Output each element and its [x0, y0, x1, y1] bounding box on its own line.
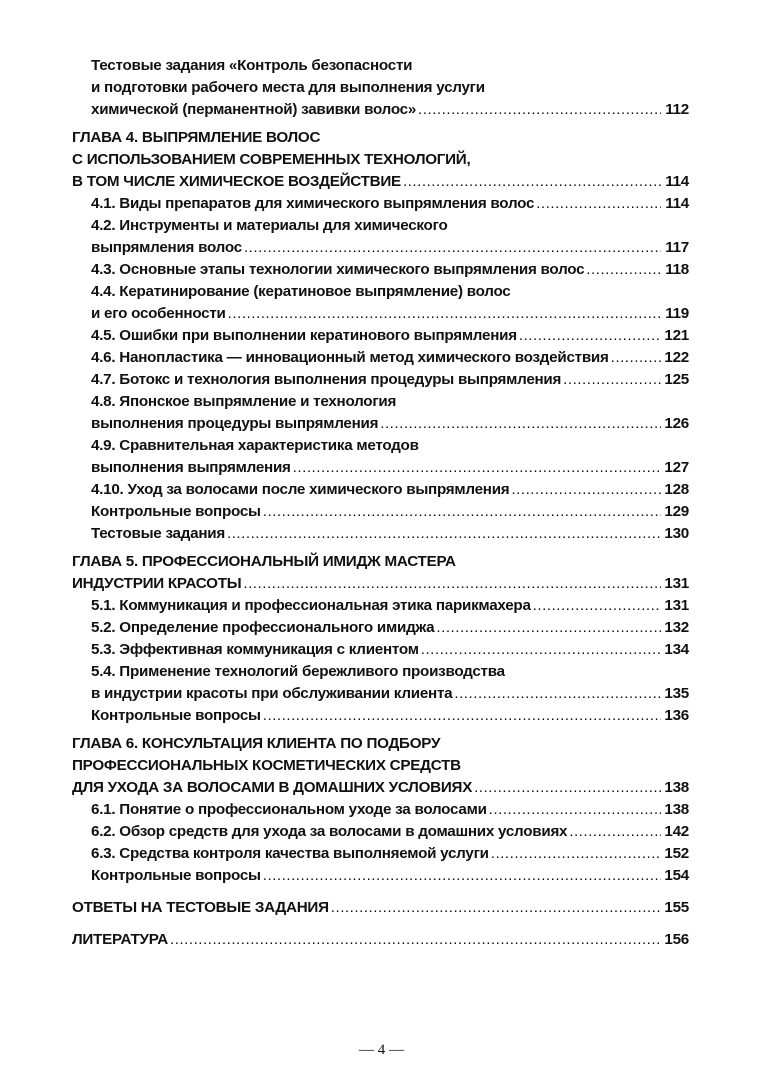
toc-page-number: 154	[664, 867, 689, 884]
toc-entry-line: 4.4. Кератинирование (кератиновое выпрямление) волос	[91, 283, 511, 300]
toc-entry-title: ЛИТЕРАТУРА	[72, 931, 168, 948]
toc-entry-title: Тестовые задания	[91, 525, 225, 542]
toc-entry-title: ИНДУСТРИИ КРАСОТЫ	[72, 575, 242, 592]
toc-page-number: 122	[664, 349, 689, 366]
toc-entry-title: 5.3. Эффективная коммуникация с клиентом	[91, 641, 419, 658]
toc-entry-line: ПРОФЕССИОНАЛЬНЫХ КОСМЕТИЧЕСКИХ СРЕДСТВ	[72, 757, 461, 774]
toc-entry-title: в индустрии красоты при обслуживании клиента	[91, 685, 453, 702]
toc-entry-title: 6.3. Средства контроля качества выполняемой услуги	[91, 845, 489, 862]
dot-leader	[293, 457, 661, 479]
toc-entry-title: химической (перманентной) завивки волос»	[91, 101, 417, 118]
toc-entry-title: Контрольные вопросы	[91, 867, 261, 884]
toc-page-number: 112	[665, 101, 689, 118]
toc-entry-line: Тестовые задания «Контроль безопасности	[91, 57, 413, 74]
toc-entry-4-8	[72, 391, 689, 435]
toc-entry-4-3	[72, 259, 689, 281]
toc-chapter-5	[72, 551, 689, 595]
toc-entry-5-4	[72, 661, 689, 705]
toc-entry-4-10	[72, 479, 689, 501]
toc-page-number: 127	[664, 459, 689, 476]
toc-entry-test-tasks-perm	[72, 55, 689, 121]
dot-leader	[533, 595, 661, 617]
dot-leader	[489, 799, 661, 821]
toc-entry-line: С ИСПОЛЬЗОВАНИЕМ СОВРЕМЕННЫХ ТЕХНОЛОГИЙ,	[72, 151, 471, 168]
toc-entry-4-6	[72, 347, 689, 369]
toc-entry-line: 4.2. Инструменты и материалы для химического	[91, 217, 448, 234]
toc-entry-title: выполнения выпрямления	[91, 459, 291, 476]
dot-leader	[586, 259, 661, 281]
dot-leader	[569, 821, 661, 843]
toc-chapter-4	[72, 127, 689, 193]
toc-entry-title: 5.2. Определение профессионального имиджа	[91, 619, 435, 636]
page-number-footer: — 4 —	[359, 1042, 404, 1058]
toc-entry-6-1	[72, 799, 689, 821]
dot-leader	[243, 573, 661, 595]
toc-page-number: 117	[665, 239, 689, 256]
toc-page-number: 121	[664, 327, 689, 344]
toc-entry-title: 6.2. Обзор средств для ухода за волосами в домашних условиях	[91, 823, 568, 840]
toc-entry-line: ГЛАВА 4. ВЫПРЯМЛЕНИЕ ВОЛОС	[72, 129, 321, 146]
toc-page-number: 131	[664, 597, 689, 614]
dot-leader	[418, 99, 661, 121]
toc-entry-6-3	[72, 843, 689, 865]
dot-leader	[263, 501, 661, 523]
toc-entry-title: 4.5. Ошибки при выполнении кератинового выпрямления	[91, 327, 517, 344]
toc-entry-4-4	[72, 281, 689, 325]
toc-page-number: 135	[664, 685, 689, 702]
toc-entry-title: 4.10. Уход за волосами после химического выпрямления	[91, 481, 510, 498]
toc-entry-title: выпрямления волос	[91, 239, 242, 256]
toc-entry-title: 4.7. Ботокс и технология выполнения процедуры выпрямления	[91, 371, 562, 388]
toc-entry-title: 4.1. Виды препаратов для химического выпрямления волос	[91, 195, 535, 212]
toc-page-number: 126	[664, 415, 689, 432]
toc-entry-title: ДЛЯ УХОДА ЗА ВОЛОСАМИ В ДОМАШНИХ УСЛОВИЯХ	[72, 779, 473, 796]
dot-leader	[331, 897, 661, 919]
dot-leader	[436, 617, 661, 639]
toc-page-number: 118	[665, 261, 689, 278]
toc-entry-4-1	[72, 193, 689, 215]
toc-answers	[72, 897, 689, 919]
dot-leader	[563, 369, 661, 391]
toc-entry-5-3	[72, 639, 689, 661]
toc-entry-4-9	[72, 435, 689, 479]
toc-page-number: 156	[664, 931, 689, 948]
toc-page-number: 130	[664, 525, 689, 542]
dot-leader	[421, 639, 661, 661]
toc-entry-5-2	[72, 617, 689, 639]
toc-entry-6-2	[72, 821, 689, 843]
toc-page-number: 134	[664, 641, 689, 658]
toc-page-number: 142	[664, 823, 689, 840]
toc-entry-title: 4.6. Нанопластика — инновационный метод химического воздействия	[91, 349, 609, 366]
toc-entry-title: В ТОМ ЧИСЛЕ ХИМИЧЕСКОЕ ВОЗДЕЙСТВИЕ	[72, 173, 401, 190]
dot-leader	[474, 777, 661, 799]
toc-page-number: 131	[664, 575, 689, 592]
toc-entry-title: ОТВЕТЫ НА ТЕСТОВЫЕ ЗАДАНИЯ	[72, 899, 329, 916]
toc-entry-line: 5.4. Применение технологий бережливого производства	[91, 663, 505, 680]
dot-leader	[263, 705, 661, 727]
dot-leader	[403, 171, 661, 193]
toc-page-number: 136	[664, 707, 689, 724]
dot-leader	[519, 325, 661, 347]
toc-entry-line: 4.9. Сравнительная характеристика методов	[91, 437, 419, 454]
toc-entry-title: 5.1. Коммуникация и профессиональная этика парикмахера	[91, 597, 531, 614]
toc-page-number: 132	[664, 619, 689, 636]
dot-leader	[227, 523, 661, 545]
toc-entry-control-questions-4	[72, 501, 689, 523]
toc-page-number: 114	[665, 173, 689, 190]
dot-leader	[511, 479, 661, 501]
dot-leader	[228, 303, 661, 325]
toc-entry-4-5	[72, 325, 689, 347]
toc-page-number: 125	[664, 371, 689, 388]
dot-leader	[380, 413, 661, 435]
table-of-contents	[72, 55, 689, 951]
toc-entry-5-1	[72, 595, 689, 617]
toc-entry-line: ГЛАВА 6. КОНСУЛЬТАЦИЯ КЛИЕНТА ПО ПОДБОРУ	[72, 735, 441, 752]
toc-entry-4-2	[72, 215, 689, 259]
dot-leader	[611, 347, 661, 369]
toc-entry-line: ГЛАВА 5. ПРОФЕССИОНАЛЬНЫЙ ИМИДЖ МАСТЕРА	[72, 553, 456, 570]
toc-page-number: 155	[664, 899, 689, 916]
toc-entry-title: выполнения процедуры выпрямления	[91, 415, 379, 432]
toc-entry-line: 4.8. Японское выпрямление и технология	[91, 393, 397, 410]
toc-page-number: 138	[664, 779, 689, 796]
toc-entry-title: 6.1. Понятие о профессиональном уходе за волосами	[91, 801, 487, 818]
toc-entry-title: Контрольные вопросы	[91, 503, 261, 520]
toc-page-number: 119	[665, 305, 689, 322]
toc-entry-4-7	[72, 369, 689, 391]
toc-chapter-6	[72, 733, 689, 799]
toc-page-number: 129	[664, 503, 689, 520]
toc-page-number: 138	[664, 801, 689, 818]
toc-entry-test-tasks-4	[72, 523, 689, 545]
toc-page-number: 128	[664, 481, 689, 498]
dot-leader	[536, 193, 661, 215]
dot-leader	[491, 843, 661, 865]
toc-entry-title: 4.3. Основные этапы технологии химического выпрямления волос	[91, 261, 585, 278]
dot-leader	[454, 683, 661, 705]
toc-page-number: 152	[664, 845, 689, 862]
dot-leader	[170, 929, 661, 951]
toc-entry-control-questions-5	[72, 705, 689, 727]
toc-entry-line: и подготовки рабочего места для выполнения услуги	[91, 79, 485, 96]
toc-page-number: 114	[665, 195, 689, 212]
toc-entry-title: и его особенности	[91, 305, 226, 322]
toc-literature	[72, 929, 689, 951]
toc-entry-control-questions-6	[72, 865, 689, 887]
dot-leader	[263, 865, 661, 887]
toc-entry-title: Контрольные вопросы	[91, 707, 261, 724]
dot-leader	[244, 237, 661, 259]
